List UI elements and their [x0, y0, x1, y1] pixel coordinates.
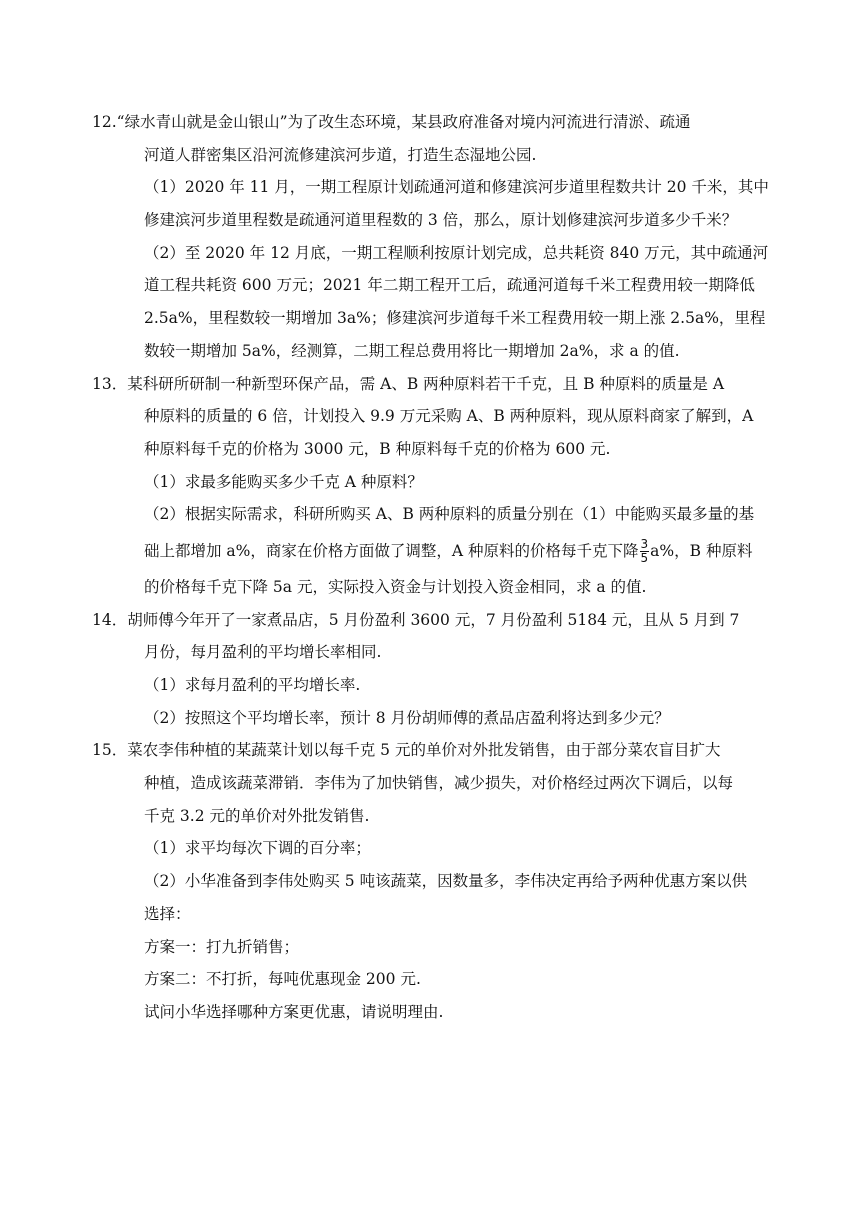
question-12-part-2-line-2: 道工程共耗资 600 万元；2021 年二期工程开工后，疏通河道每千米工程费用较一期降低	[144, 276, 755, 295]
question-13-part-2-line-2-before: 础上都增加 a%，商家在价格方面做了调整，A 种原料的价格每千克下降	[144, 541, 639, 560]
question-13-stem-line-3: 种原料每千克的价格为 3000 元，B 种原料每千克的价格为 600 元.	[144, 439, 611, 458]
question-15-option-2: 方案二：不打折，每吨优惠现金 200 元.	[144, 970, 421, 989]
question-12-stem-line-2: 河道人群密集区沿河流修建滨河步道，打造生态湿地公园.	[144, 145, 537, 164]
question-12	[92, 106, 769, 368]
question-13-part-2-line-2-after: a%，B 种原料	[650, 541, 753, 560]
question-12-part-1-line-1: （1）2020 年 11 月，一期工程原计划疏通河道和修建滨河步道里程数共计 20 千米，其中	[144, 178, 769, 197]
question-13-part-2-line-2	[118, 531, 753, 571]
question-13-part-2-line-3: 的价格每千克下降 5a 元，实际投入资金与计划投入资金相同，求 a 的值.	[144, 577, 647, 596]
question-15-part-2-line-2: 选择：	[144, 904, 191, 923]
fraction-three-fifths	[640, 538, 650, 565]
question-14-part-2: （2）按照这个平均增长率，预计 8 月份胡师傅的煮品店盈利将达到多少元？	[144, 708, 670, 727]
question-14-stem-line-1: 14．胡师傅今年开了一家煮品店，5 月份盈利 3600 元，7 月份盈利 5184 元，且从 5 月到 7	[92, 610, 740, 629]
question-15-part-2-line-1: （2）小华准备到李伟处购买 5 吨该蔬菜，因数量多，李伟决定再给予两种优惠方案以供	[144, 872, 748, 891]
fraction-denominator: 5	[640, 551, 649, 566]
question-13-stem-line-1: 13．某科研所研制一种新型环保产品，需 A、B 两种原料若干千克，且 B 种原料的质量是 A	[92, 374, 725, 393]
question-12-part-2-line-3: 2.5a%，里程数较一期增加 3a%；修建滨河步道每千米工程费用较一期上涨 2.5a%，里程	[144, 309, 766, 328]
question-15-part-2-line-5: 试问小华选择哪种方案更优惠，请说明理由.	[144, 1002, 444, 1021]
question-14-part-1: （1）求每月盈利的平均增长率.	[144, 676, 361, 694]
question-15-part-1: （1）求平均每次下调的百分率；	[144, 839, 371, 858]
question-14	[92, 604, 740, 735]
question-12-part-2-line-4: 数较一期增加 5a%，经测算，二期工程总费用将比一期增加 2a%，求 a 的值.	[144, 341, 680, 360]
question-15-stem-line-2: 种植，造成该蔬菜滞销．李伟为了加快销售，减少损失，对价格经过两次下调后，以每	[144, 774, 734, 793]
question-13-part-2-line-1: （2）根据实际需求，科研所购买 A、B 两种原料的质量分别在（1）中能购买最多量的基	[144, 505, 755, 524]
question-13	[92, 368, 755, 604]
fraction-numerator: 3	[640, 537, 649, 552]
question-14-stem-line-2: 月份，每月盈利的平均增长率相同.	[144, 643, 382, 662]
question-12-stem-line-1: 12.“绿水青山就是金山银山”为了改生态环境，某县政府准备对境内河流进行清淤、疏通	[92, 113, 691, 131]
question-15-stem-line-1: 15．菜农李伟种植的某蔬菜计划以每千克 5 元的单价对外批发销售，由于部分菜农盲目扩大	[92, 741, 721, 760]
question-15-option-1: 方案一：打九折销售；	[144, 937, 300, 956]
question-15-stem-line-3: 千克 3.2 元的单价对外批发销售.	[144, 806, 370, 825]
question-13-part-1: （1）求最多能购买多少千克 A 种原料？	[144, 472, 423, 491]
question-12-part-2-line-1: （2）至 2020 年 12 月底，一期工程顺利按原计划完成，总共耗资 840 万元，其中疏通河	[144, 243, 769, 262]
question-12-part-1-line-2: 修建滨河步道里程数是疏通河道里程数的 3 倍，那么，原计划修建滨河步道多少千米？	[144, 211, 738, 230]
question-13-stem-line-2: 种原料的质量的 6 倍，计划投入 9.9 万元采购 A、B 两种原料，现从原料商家了解到，A	[144, 407, 754, 426]
question-list	[92, 106, 769, 1029]
question-15	[92, 734, 748, 1028]
